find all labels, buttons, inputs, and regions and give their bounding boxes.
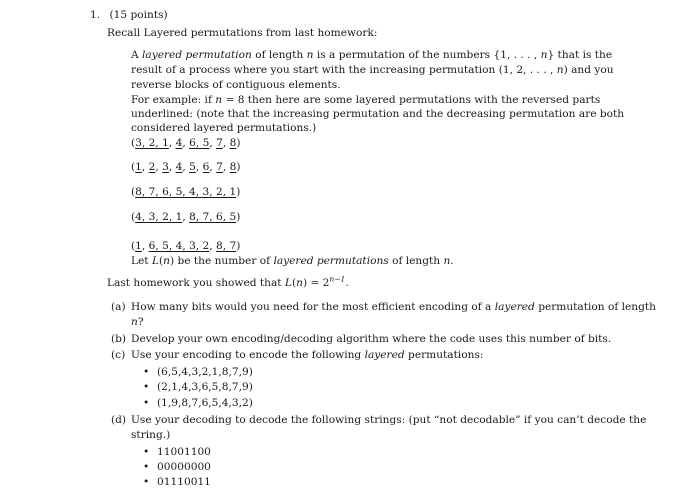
separator: ,	[209, 161, 217, 173]
underlined-block: 3	[162, 161, 169, 173]
list-item: • (6,5,4,3,2,1,8,7,9)	[143, 366, 253, 378]
underlined-block: 3, 2, 1	[135, 137, 169, 149]
part-d-line-2: string.)	[131, 429, 171, 441]
underlined-block: 8, 7, 6, 5, 4, 3, 2, 1	[135, 186, 237, 198]
underlined-block: 2	[148, 161, 156, 173]
term-layered-permutation: layered permutation	[142, 49, 252, 61]
separator: ,	[155, 161, 163, 173]
bullet-icon: •	[143, 461, 150, 473]
separator: ,	[182, 161, 190, 173]
separator: ,	[222, 161, 230, 173]
underlined-block: 8	[229, 161, 237, 173]
separator: )	[236, 211, 241, 223]
bullet-icon: •	[143, 476, 150, 488]
definition-line-2: result of a process where you start with the increasing permutation (1, 2, . . . , n) and you	[131, 64, 614, 76]
separator: ,	[182, 137, 190, 149]
separator: (	[131, 240, 136, 252]
example-permutation	[131, 185, 240, 200]
part-a-label: (a)	[111, 301, 126, 313]
problem-points: (15 points)	[109, 9, 168, 21]
separator: ,	[168, 161, 176, 173]
underlined-block: 4, 3, 2, 1	[135, 211, 183, 223]
example-permutation	[131, 239, 240, 254]
separator: ,	[209, 137, 217, 149]
underlined-block: 5	[189, 161, 196, 173]
underlined-block: 8	[229, 137, 237, 149]
problem-header	[90, 8, 168, 23]
term-layered-permutations: layered permutations	[273, 255, 389, 267]
bullet-icon: •	[143, 366, 150, 378]
underlined-block: 1	[135, 161, 142, 173]
list-item: • 00000000	[143, 461, 211, 473]
separator: (	[131, 137, 136, 149]
underlined-block: 4	[175, 137, 183, 149]
definition-line-4: For example: if n = 8 then here are some layered permutations with the reversed parts	[131, 94, 601, 106]
part-b-label: (b)	[111, 333, 127, 345]
separator: (	[131, 211, 136, 223]
separator: ,	[182, 211, 190, 223]
example-permutation	[131, 160, 241, 175]
underlined-block: 8, 7	[216, 240, 237, 252]
bullet-icon: •	[143, 397, 150, 409]
separator: )	[236, 137, 241, 149]
underlined-block: 8, 7, 6, 5	[189, 211, 237, 223]
problem-number: 1.	[90, 9, 101, 21]
example-permutation	[131, 210, 240, 225]
definition-line-1: A layered permutation of length n is a permutation of the numbers {1, . . . , n} that is the	[131, 49, 613, 61]
let-line: Let L(n) be the number of layered permutations of length n.	[131, 255, 454, 267]
underlined-block: 6, 5, 4, 3, 2	[148, 240, 210, 252]
underlined-block: 4	[175, 161, 183, 173]
list-item: • (2,1,4,3,6,5,8,7,9)	[143, 381, 253, 393]
bullet-icon: •	[143, 381, 150, 393]
underlined-block: 7	[216, 137, 223, 149]
separator: ,	[141, 240, 149, 252]
part-d-label: (d)	[111, 414, 127, 426]
recall-line: Recall Layered permutations from last homework:	[107, 27, 378, 39]
part-c-label: (c)	[111, 349, 126, 361]
part-c-text: Use your encoding to encode the following layered permutations:	[131, 349, 484, 361]
separator: ,	[195, 161, 203, 173]
separator: ,	[168, 137, 176, 149]
part-d-line-1: Use your decoding to decode the following strings: (put “not decodable” if you can’t decode the	[131, 414, 647, 426]
part-b-text: Develop your own encoding/decoding algorithm where the code uses this number of bits.	[131, 333, 612, 345]
list-item: • (1,9,8,7,6,5,4,3,2)	[143, 397, 253, 409]
separator: ,	[209, 240, 217, 252]
exponent: n−1	[329, 274, 346, 284]
separator: (	[131, 186, 136, 198]
list-item: • 01110011	[143, 476, 211, 488]
underlined-block: 6, 5	[189, 137, 210, 149]
separator: )	[236, 186, 241, 198]
bullet-icon: •	[143, 446, 150, 458]
definition-line-3: reverse blocks of contiguous elements.	[131, 79, 341, 91]
definition-line-5: underlined: (note that the increasing permutation and the decreasing permutation are both	[131, 108, 625, 120]
underlined-block: 1	[135, 240, 142, 252]
example-permutation	[131, 136, 240, 151]
part-a-line-2: n?	[131, 316, 144, 328]
separator: (	[131, 161, 136, 173]
list-item: • 11001100	[143, 446, 211, 458]
part-a-line-1: How many bits would you need for the most efficient encoding of a layered permutation of length	[131, 301, 656, 313]
separator: ,	[141, 161, 149, 173]
separator: )	[236, 240, 241, 252]
definition-line-6: considered layered permutations.)	[131, 122, 317, 134]
last-homework-line: Last homework you showed that $L(n) = 2^{n-1}$.	[107, 274, 349, 289]
underlined-block: 6	[202, 161, 210, 173]
separator: ,	[222, 137, 230, 149]
underlined-block: 7	[216, 161, 223, 173]
separator: )	[236, 161, 241, 173]
